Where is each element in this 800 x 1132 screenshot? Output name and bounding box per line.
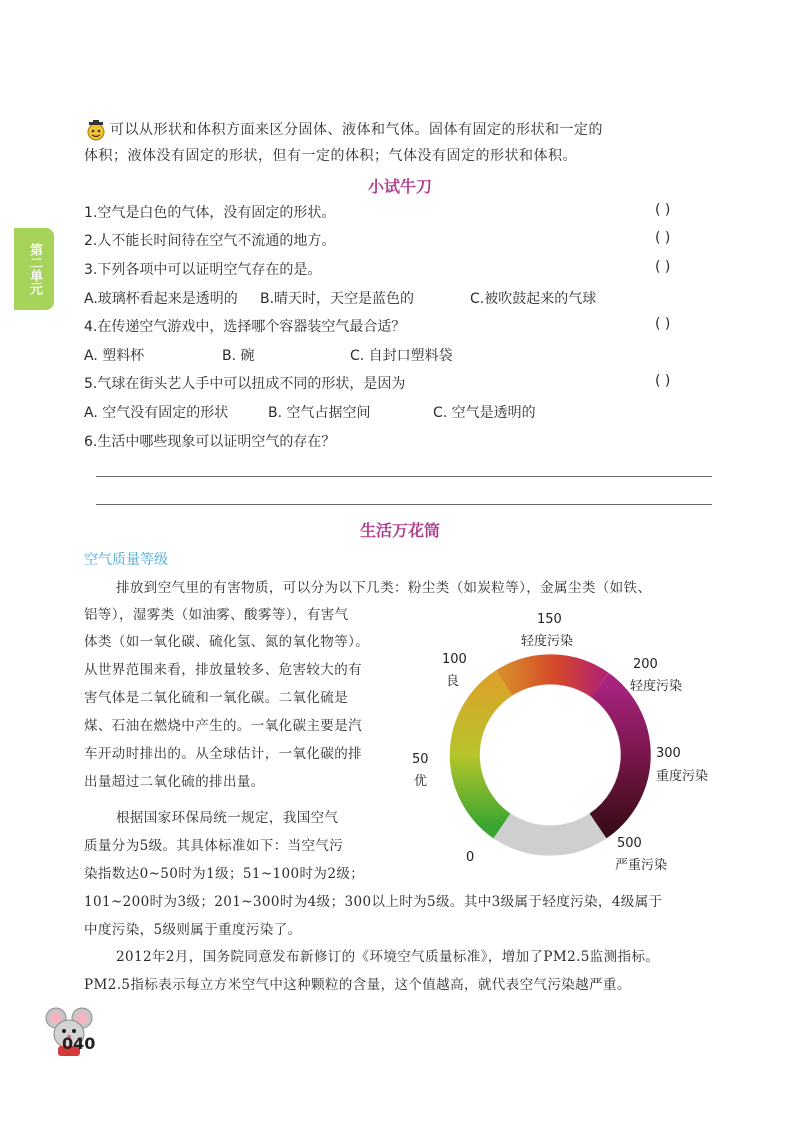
gauge-label-300: 300 bbox=[656, 746, 681, 761]
question-3: 3.下列各项中可以证明空气存在的是。 bbox=[84, 262, 322, 278]
page-number: 040 bbox=[62, 1034, 96, 1053]
q5-option-a: A. 空气没有固定的形状 bbox=[84, 405, 229, 421]
p3-line-1: 2012年2月，国务院同意发布新修订的《环境空气质量标准》，增加了PM2.5监测指标。 bbox=[116, 949, 660, 965]
gauge-segment-light bbox=[504, 669, 600, 685]
unit-tab: 第二单元 bbox=[14, 228, 54, 310]
gauge-segment-base bbox=[502, 826, 598, 841]
question-5: 5.气球在街头艺人手中可以扭成不同的形状，是因为 bbox=[84, 376, 406, 392]
air-quality-gauge bbox=[440, 650, 660, 860]
gauge-label-0: 0 bbox=[466, 850, 475, 865]
answer-paren-4[interactable]: ( ) bbox=[655, 316, 671, 332]
p1-line-8: 出量超过二氧化硫的排出量。 bbox=[84, 774, 265, 790]
intro-line-2: 体积；液体没有固定的形状，但有一定的体积；气体没有固定的形状和体积。 bbox=[84, 148, 577, 164]
gauge-label-500-desc: 严重污染 bbox=[615, 858, 668, 873]
air-quality-subheading: 空气质量等级 bbox=[84, 552, 168, 568]
intro-line-1: 可以从形状和体积方面来区分固体、液体和气体。固体有固定的形状和一定的 bbox=[110, 122, 603, 138]
life-section-title: 生活万花筒 bbox=[359, 521, 440, 540]
gauge-label-100: 100 bbox=[442, 652, 467, 667]
quiz-title: 小试牛刀 bbox=[367, 177, 432, 196]
p1-line-4: 从世界范围来看，排放量较多、危害较大的有 bbox=[84, 662, 362, 678]
q3-option-c: C.被吹鼓起来的气球 bbox=[470, 291, 597, 307]
gauge-label-100-desc: 良 bbox=[446, 674, 460, 689]
q4-option-b: B. 碗 bbox=[222, 348, 255, 364]
question-4: 4.在传递空气游戏中，选择哪个容器装空气最合适？ bbox=[84, 319, 406, 335]
gauge-label-150: 150 bbox=[537, 612, 562, 627]
p1-line-6: 煤、石油在燃烧中产生的。一氧化碳主要是汽 bbox=[84, 718, 362, 734]
answer-line-1[interactable] bbox=[96, 476, 712, 477]
q3-option-b: B.晴天时，天空是蓝色的 bbox=[260, 291, 415, 307]
answer-line-2[interactable] bbox=[96, 504, 712, 505]
p2-line-5: 中度污染，5级则属于重度污染了。 bbox=[84, 922, 302, 938]
answer-paren-2[interactable]: ( ) bbox=[655, 230, 671, 246]
answer-paren-5[interactable]: ( ) bbox=[655, 373, 671, 389]
p2-line-1: 根据国家环保局统一规定，我国空气 bbox=[116, 810, 339, 826]
q5-option-b: B. 空气占据空间 bbox=[268, 405, 371, 421]
p1-line-2: 铝等），湿雾类（如油雾、酸雾等），有害气 bbox=[84, 607, 349, 623]
gauge-label-50: 50 bbox=[412, 752, 429, 767]
p2-line-2: 质量分为5级。其具体标准如下：当空气污 bbox=[84, 838, 344, 854]
answer-paren-3[interactable]: ( ) bbox=[655, 259, 671, 275]
gauge-label-50-desc: 优 bbox=[414, 774, 428, 789]
gauge-label-200: 200 bbox=[633, 657, 658, 672]
p1-line-3: 体类（如一氧化碳、硫化氢、氮的氧化物等）。 bbox=[84, 634, 370, 650]
question-1: 1.空气是白色的气体，没有固定的形状。 bbox=[84, 205, 336, 221]
mascot-icon bbox=[84, 119, 108, 141]
q4-option-c: C. 自封口塑料袋 bbox=[350, 348, 453, 364]
gauge-center bbox=[480, 685, 620, 825]
gauge-label-300-desc: 重度污染 bbox=[656, 769, 709, 784]
gauge-label-500: 500 bbox=[617, 836, 642, 851]
q3-option-a: A.玻璃杯看起来是透明的 bbox=[84, 291, 238, 307]
gauge-label-150-desc: 轻度污染 bbox=[521, 634, 574, 649]
gauge-label-200-desc: 轻度污染 bbox=[630, 679, 683, 694]
p2-line-4: 101~200时为3级；201~300时为4级；300以上时为5级。其中3级属于轻度污染，4级属于 bbox=[84, 894, 663, 910]
intro-paragraph bbox=[84, 117, 724, 169]
p3-line-2: PM2.5指标表示每立方米空气中这种颗粒的含量，这个值越高，就代表空气污染越严重。 bbox=[84, 977, 631, 993]
p2-line-3: 染指数达0~50时为1级；51~100时为2级； bbox=[84, 866, 365, 882]
p1-line-1: 排放到空气里的有害物质，可以分为以下几类：粉尘类（如炭粒等），金属尘类（如铁、 bbox=[116, 580, 652, 596]
q5-option-c: C. 空气是透明的 bbox=[433, 405, 536, 421]
question-6: 6.生活中哪些现象可以证明空气的存在？ bbox=[84, 434, 336, 450]
p1-line-5: 害气体是二氧化硫和一氧化碳。二氧化硫是 bbox=[84, 690, 349, 706]
q4-option-a: A. 塑料杯 bbox=[84, 348, 145, 364]
p1-line-7: 车开动时排出的。从全球估计，一氧化碳的排 bbox=[84, 746, 362, 762]
question-2: 2.人不能长时间待在空气不流通的地方。 bbox=[84, 233, 336, 249]
answer-paren-1[interactable]: ( ) bbox=[655, 202, 671, 218]
